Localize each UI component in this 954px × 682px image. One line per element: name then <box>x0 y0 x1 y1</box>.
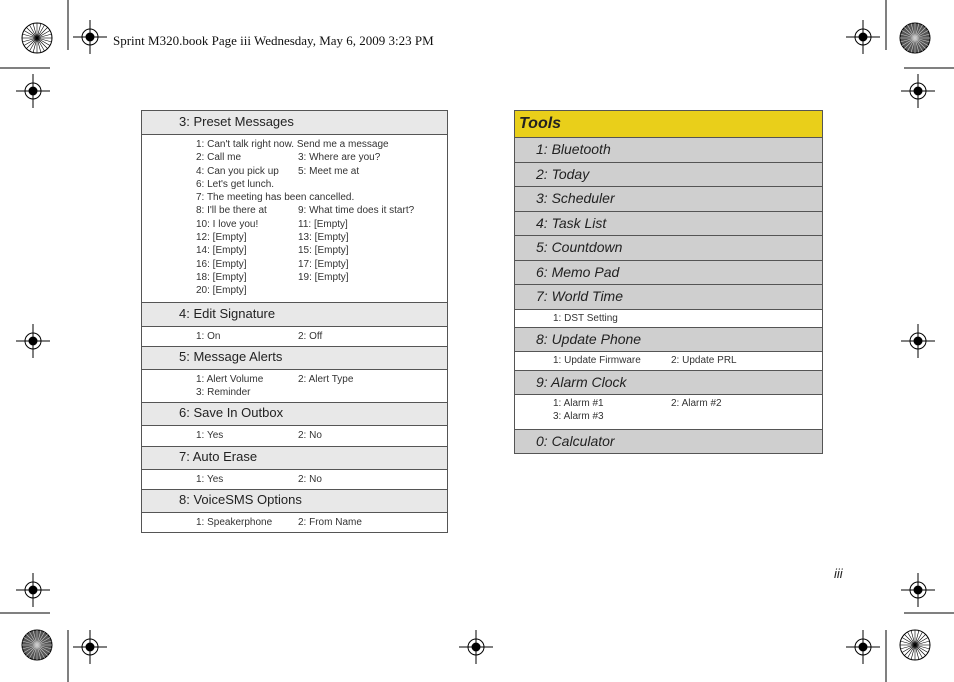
option-item: 2: From Name <box>298 517 362 529</box>
page-number: iii <box>834 566 843 581</box>
option-row <box>196 429 447 442</box>
option-row <box>196 165 447 178</box>
option-row <box>196 191 447 204</box>
tools-item-options <box>515 395 822 430</box>
tools-item-heading: 4: Task List <box>515 212 822 237</box>
option-item: 1: Speakerphone <box>196 517 273 529</box>
option-item: 11: [Empty] <box>298 218 348 230</box>
option-row <box>196 138 447 151</box>
option-item: 15: [Empty] <box>298 245 349 257</box>
option-item: 19: [Empty] <box>298 271 349 283</box>
section-heading: 6: Save In Outbox <box>142 403 447 426</box>
section-heading: 4: Edit Signature <box>142 303 447 327</box>
option-row <box>196 330 447 343</box>
option-item: 18: [Empty] <box>196 271 247 283</box>
option-item: 16: [Empty] <box>196 258 247 270</box>
tools-item-heading: 5: Countdown <box>515 236 822 261</box>
section-options <box>142 470 447 490</box>
option-row <box>196 218 447 231</box>
option-item: 10: I love you! <box>196 218 259 230</box>
tools-item-heading: 1: Bluetooth <box>515 138 822 163</box>
page-header: Sprint M320.book Page iii Wednesday, May 6, 2009 3:23 PM <box>113 33 434 48</box>
option-row <box>553 397 822 410</box>
option-row <box>196 373 447 386</box>
option-item: 1: DST Setting <box>553 312 618 324</box>
option-item: 3: Reminder <box>196 387 251 399</box>
section-options <box>142 327 447 347</box>
option-item: 8: I'll be there at <box>196 205 267 217</box>
option-item: 12: [Empty] <box>196 232 247 244</box>
option-item: 2: Call me <box>196 152 242 164</box>
tools-item-heading: 6: Memo Pad <box>515 261 822 286</box>
option-row <box>196 386 447 399</box>
section-options <box>142 135 447 303</box>
option-item: 7: The meeting has been cancelled. <box>196 192 355 204</box>
option-item: 1: Can't talk right now. Send me a message <box>196 139 389 150</box>
section-options <box>142 426 447 446</box>
option-item: 9: What time does it start? <box>298 205 415 217</box>
option-item: 14: [Empty] <box>196 245 247 257</box>
option-item: 1: Yes <box>196 430 224 442</box>
option-item: 1: Yes <box>196 473 224 485</box>
option-item: 5: Meet me at <box>298 165 360 177</box>
option-item: 3: Alarm #3 <box>553 411 604 423</box>
section-heading: 3: Preset Messages <box>142 111 447 135</box>
option-row <box>196 178 447 191</box>
tools-item-options <box>515 352 822 370</box>
option-item: 2: Update PRL <box>671 355 737 367</box>
option-row <box>196 516 447 529</box>
option-row <box>196 284 447 297</box>
messaging-menu-table <box>141 110 448 533</box>
option-item: 4: Can you pick up <box>196 165 279 177</box>
tools-item-heading: 2: Today <box>515 163 822 188</box>
option-item: 2: No <box>298 473 322 485</box>
section-options <box>142 370 447 404</box>
option-item: 1: On <box>196 330 221 342</box>
option-row <box>553 354 822 367</box>
section-heading: 8: VoiceSMS Options <box>142 490 447 513</box>
option-item: 6: Let's get lunch. <box>196 178 275 190</box>
option-row <box>196 151 447 164</box>
tools-title: Tools <box>515 111 822 138</box>
option-item: 2: Alarm #2 <box>671 398 722 410</box>
option-item: 2: No <box>298 430 322 442</box>
option-item: 13: [Empty] <box>298 232 349 244</box>
tools-item-options <box>515 310 822 328</box>
option-item: 17: [Empty] <box>298 258 349 270</box>
tools-item-heading: 7: World Time <box>515 285 822 310</box>
section-heading: 5: Message Alerts <box>142 347 447 370</box>
tools-menu-table <box>514 110 823 454</box>
tools-item-heading: 9: Alarm Clock <box>515 371 822 396</box>
option-row <box>196 244 447 257</box>
tools-item-heading: 8: Update Phone <box>515 328 822 353</box>
option-row <box>553 410 822 423</box>
tools-item-heading: 0: Calculator <box>515 430 822 455</box>
option-item: 3: Where are you? <box>298 152 381 164</box>
tools-item-heading: 3: Scheduler <box>515 187 822 212</box>
option-item: 1: Alert Volume <box>196 373 264 385</box>
option-item: 1: Alarm #1 <box>553 398 604 410</box>
option-row <box>553 312 822 325</box>
section-options <box>142 513 447 533</box>
option-row <box>196 231 447 244</box>
option-item: 20: [Empty] <box>196 285 247 297</box>
option-row <box>196 473 447 486</box>
section-heading: 7: Auto Erase <box>142 447 447 470</box>
option-row <box>196 271 447 284</box>
option-row <box>196 204 447 217</box>
option-row <box>196 258 447 271</box>
option-item: 2: Alert Type <box>298 373 354 385</box>
option-item: 1: Update Firmware <box>553 355 641 367</box>
option-item: 2: Off <box>298 330 323 342</box>
